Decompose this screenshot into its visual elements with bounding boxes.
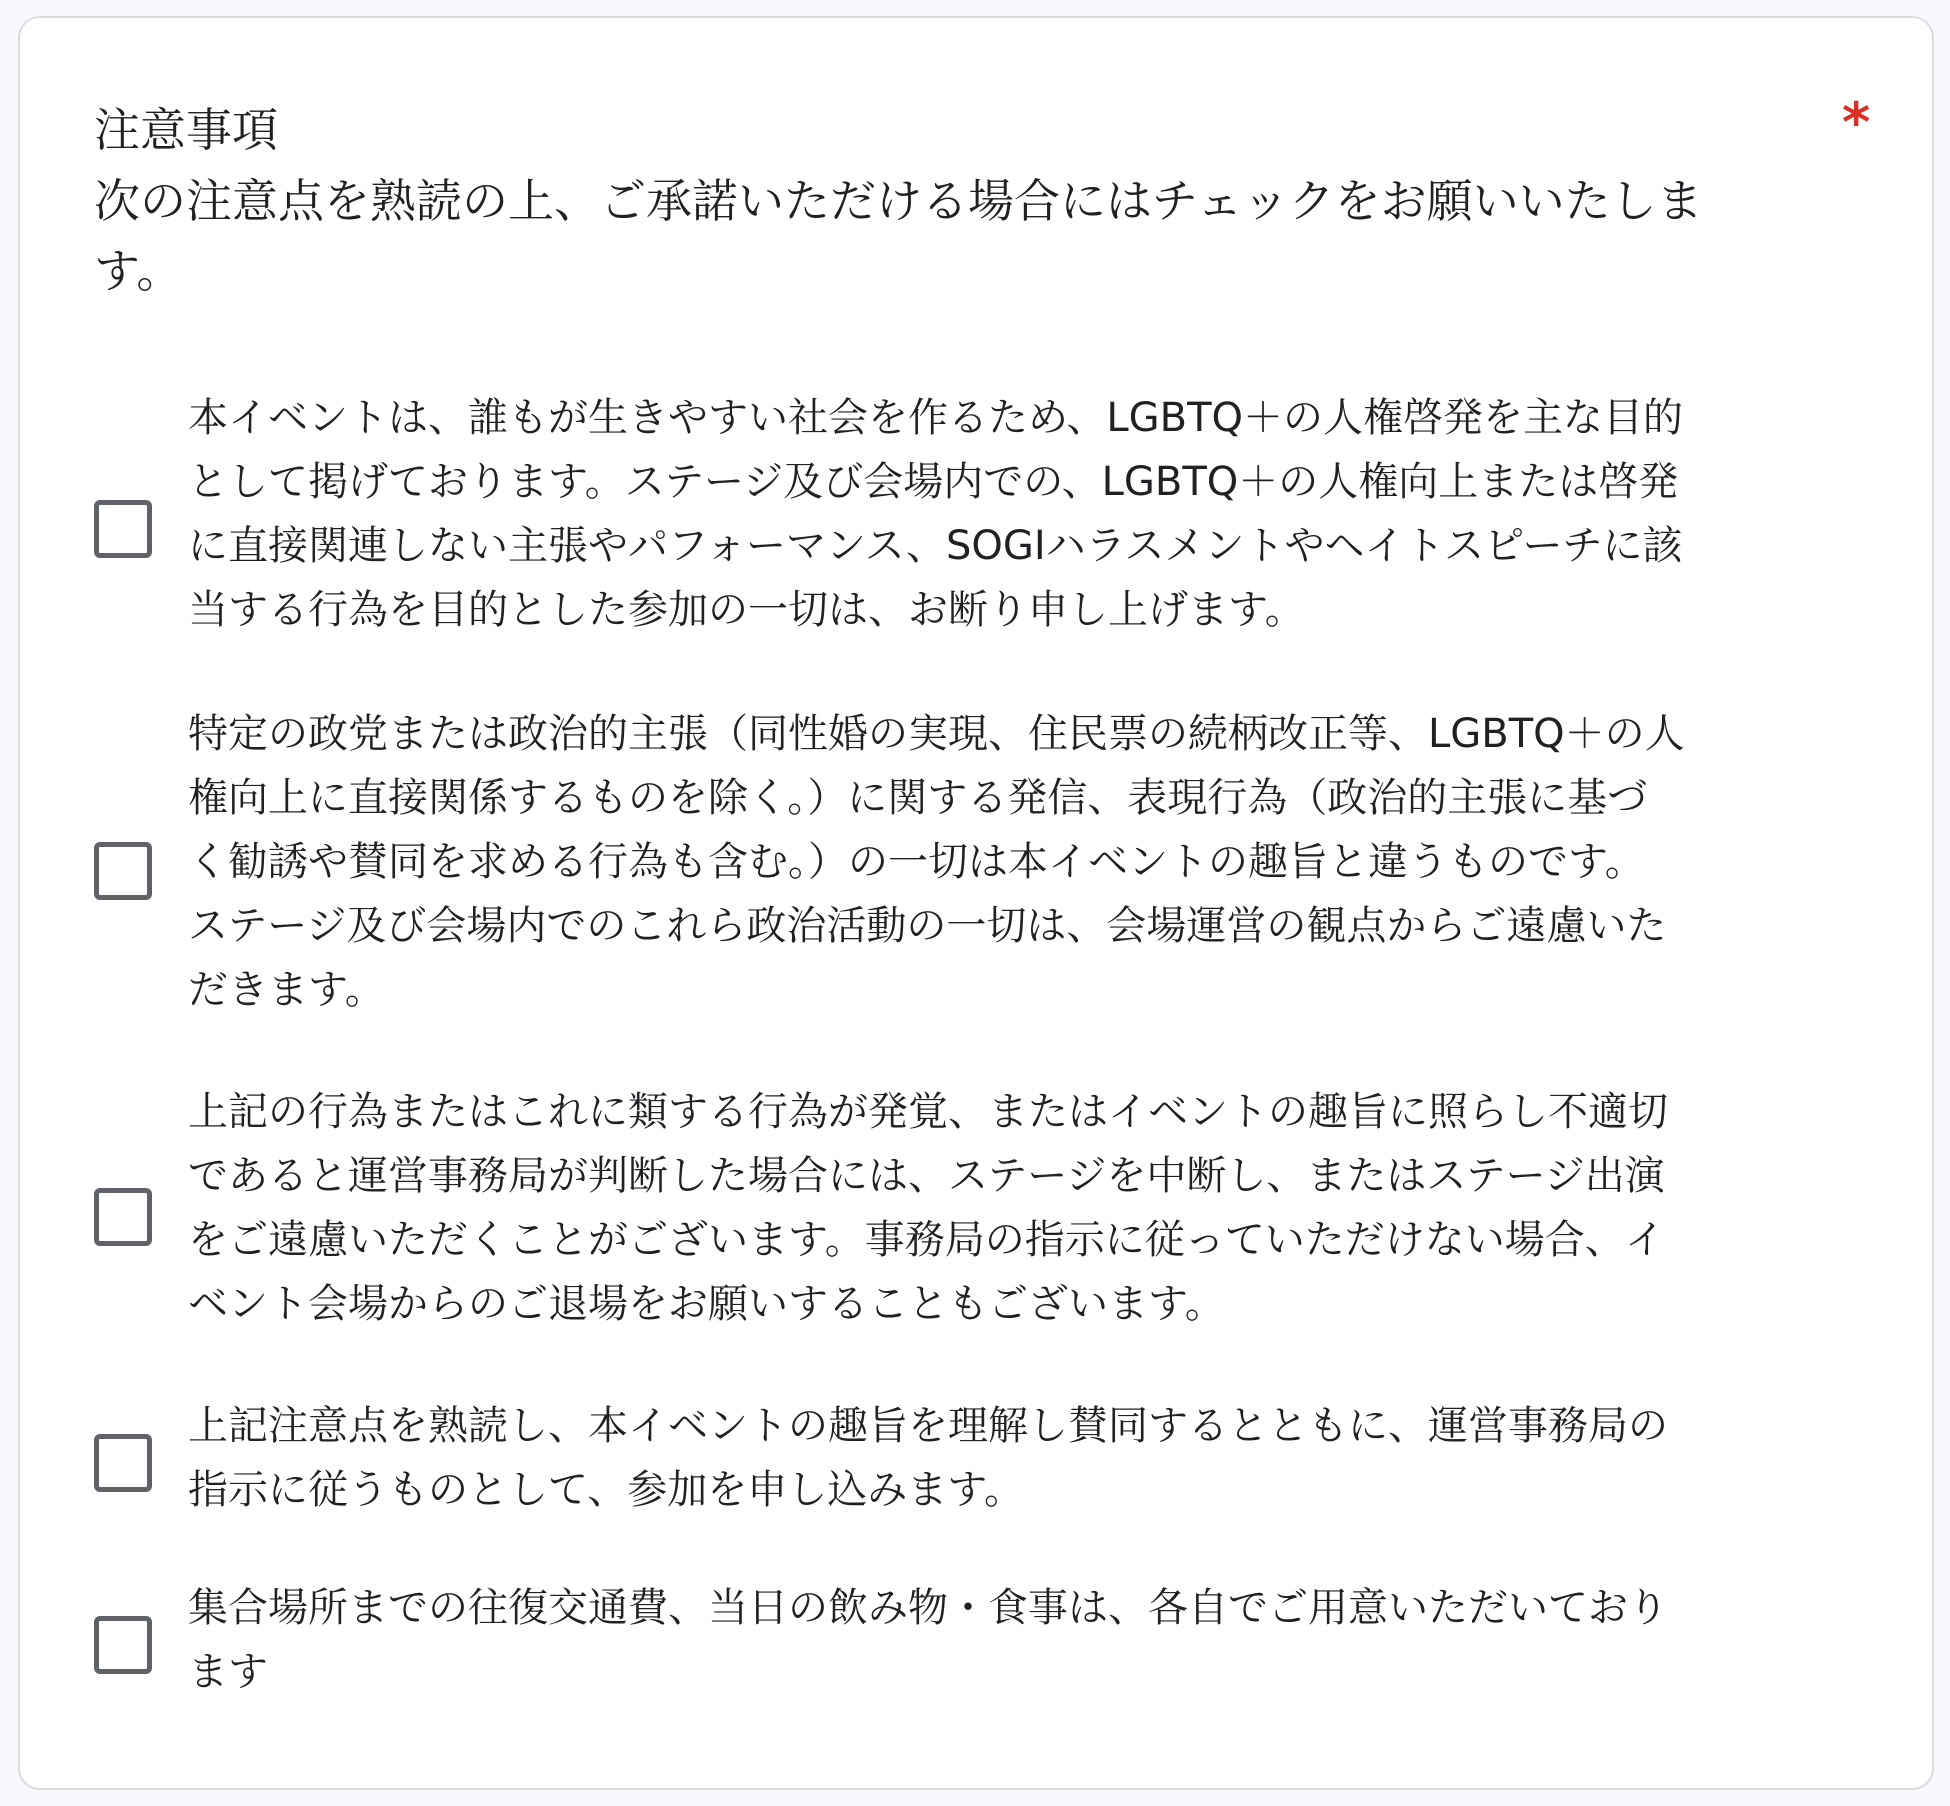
question-description: 次の注意点を熟読の上、ご承諾いただける場合にはチェックをお願いいたしま す。 [94,174,1703,298]
option-label-3[interactable]: 上記の行為またはこれに類する行為が発覚、またはイベントの趣旨に照らし不適切 であると運営事務局が判断した場合には、ステージを中断し、またはステージ出演 をご遠慮いただくことがございます。事務局の指示に従っていただけない場合、イ ベント会場からのご退場をお願いすることもございます。 [188,1089,1668,1327]
checkbox-1[interactable] [94,500,152,558]
question-header [94,94,1834,306]
checkbox-2[interactable] [94,842,152,900]
option-label-5[interactable]: 集合場所までの往復交通費、当日の飲み物・食事は、各自でご用意いただいており ます [188,1585,1668,1695]
option-label-1[interactable]: 本イベントは、誰もが生きやすい社会を作るため、LGBTQ＋の人権啓発を主な目的 として掲げております。ステージ及び会場内での、LGBTQ＋の人権向上または啓発 に直接関連しない主張やパフォーマンス、SOGIハラスメントやヘイトスピーチに該 当する行為を目的とした参加の一切は、お断り申し上げます。 [188,395,1684,633]
question-title: 注意事項 [94,103,278,157]
question-card [18,16,1934,1790]
option-label-4[interactable]: 上記注意点を熟読し、本イベントの趣旨を理解し賛同するとともに、運営事務局の 指示に従うものとして、参加を申し込みます。 [188,1403,1668,1513]
checkbox-5[interactable] [94,1616,152,1674]
required-marker: * [1842,91,1871,154]
option-label-2[interactable]: 特定の政党または政治的主張（同性婚の実現、住民票の続柄改正等、LGBTQ＋の人 権向上に直接関係するものを除く。）に関する発信、表現行為（政治的主張に基づ く勧誘や賛同を求める行為も含む。）の一切は本イベントの趣旨と違うものです。 ステージ及び会場内でのこれら政治活動の一切は、会場運営の観点からご遠慮いた だきます。 [188,711,1685,1013]
checkbox-3[interactable] [94,1188,152,1246]
checkbox-4[interactable] [94,1434,152,1492]
